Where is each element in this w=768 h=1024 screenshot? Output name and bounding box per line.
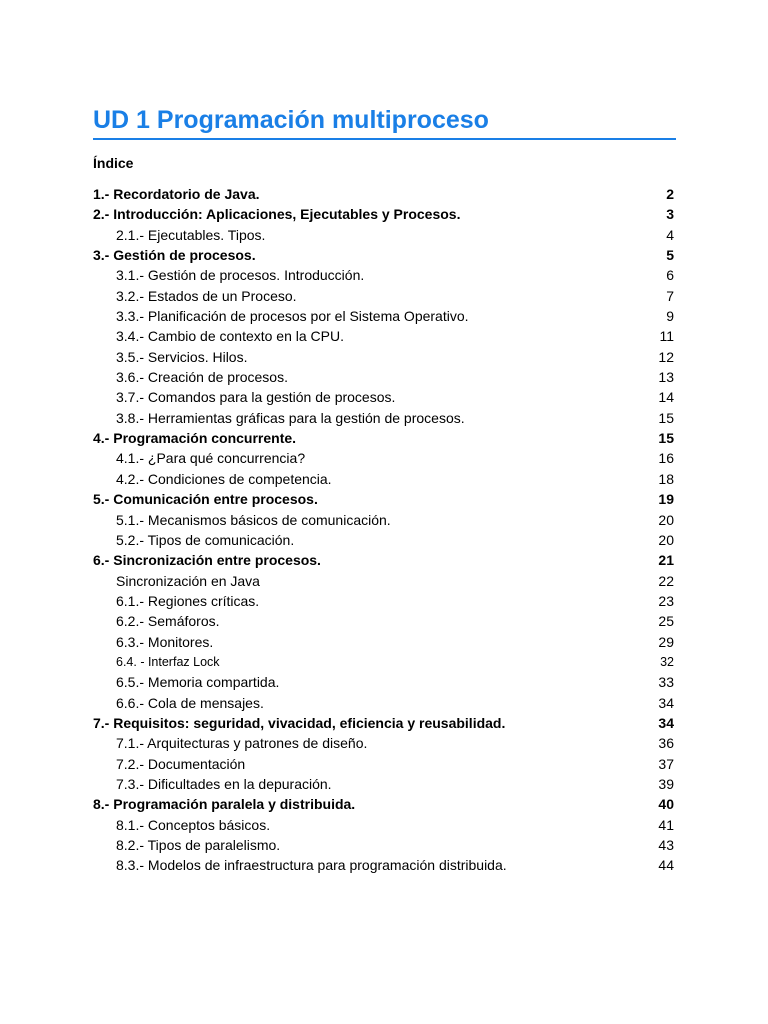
toc-entry-label: 7.- Requisitos: seguridad, vivacidad, eficiencia y reusabilidad. [93, 714, 506, 731]
document-title: UD 1 Programación multiproceso [93, 103, 676, 140]
toc-entry-label: 6.4. - Interfaz Lock [116, 654, 220, 669]
table-of-contents [93, 184, 676, 876]
toc-entry-page-number: 15 [658, 430, 674, 447]
toc-entry-label: 3.8.- Herramientas gráficas para la gestión de procesos. [116, 409, 465, 426]
toc-entry-label: 2.1.- Ejecutables. Tipos. [116, 226, 266, 243]
toc-subsection-entry[interactable] [93, 530, 676, 550]
toc-section-entry[interactable] [93, 713, 676, 733]
toc-subsection-entry[interactable] [93, 286, 676, 306]
toc-entry-page-number: 34 [658, 714, 674, 731]
toc-section-entry[interactable] [93, 184, 676, 204]
toc-entry-page-number: 14 [658, 389, 674, 406]
toc-entry-label: 2.- Introducción: Aplicaciones, Ejecutables y Procesos. [93, 206, 461, 223]
toc-section-entry[interactable] [93, 245, 676, 265]
toc-entry-label: 8.- Programación paralela y distribuida. [93, 796, 356, 813]
toc-entry-page-number: 44 [658, 857, 674, 874]
toc-subsection-entry[interactable] [93, 632, 676, 652]
toc-entry-label: 3.- Gestión de procesos. [93, 247, 256, 264]
toc-entry-page-number: 6 [666, 267, 674, 284]
toc-entry-label: 6.- Sincronización entre procesos. [93, 552, 321, 569]
toc-entry-page-number: 37 [658, 755, 674, 772]
toc-subsection-entry[interactable] [93, 367, 676, 387]
toc-section-entry[interactable] [93, 489, 676, 509]
toc-entry-label: 6.1.- Regiones críticas. [116, 592, 260, 609]
toc-entry-label: 6.5.- Memoria compartida. [116, 674, 280, 691]
toc-entry-label: 8.3.- Modelos de infraestructura para programación distribuida. [116, 857, 507, 874]
toc-entry-label: 3.1.- Gestión de procesos. Introducción. [116, 267, 365, 284]
toc-entry-label: 5.- Comunicación entre procesos. [93, 491, 318, 508]
toc-subsection-entry[interactable] [93, 387, 676, 407]
toc-subsection-entry[interactable] [93, 510, 676, 530]
toc-entry-label: 4.1.- ¿Para qué concurrencia? [116, 450, 306, 467]
toc-entry-page-number: 18 [658, 470, 674, 487]
toc-entry-page-number: 12 [658, 348, 674, 365]
toc-entry-label: 3.5.- Servicios. Hilos. [116, 348, 248, 365]
toc-entry-label: 3.3.- Planificación de procesos por el Sistema Operativo. [116, 308, 469, 325]
toc-entry-label: 6.6.- Cola de mensajes. [116, 694, 264, 711]
toc-subsection-entry[interactable] [93, 754, 676, 774]
toc-subsection-entry[interactable] [93, 265, 676, 285]
toc-entry-label: 7.1.- Arquitecturas y patrones de diseño. [116, 735, 368, 752]
toc-entry-page-number: 9 [666, 308, 674, 325]
toc-subsection-entry[interactable] [93, 672, 676, 692]
toc-subsection-entry[interactable] [93, 225, 676, 245]
toc-section-entry[interactable] [93, 204, 676, 224]
toc-subsection-entry[interactable] [93, 855, 676, 875]
toc-entry-page-number: 29 [658, 633, 674, 650]
toc-entry-page-number: 4 [666, 226, 674, 243]
toc-entry-page-number: 22 [658, 572, 674, 589]
toc-entry-page-number: 3 [666, 206, 674, 223]
toc-entry-page-number: 39 [658, 775, 674, 792]
toc-entry-label: 8.2.- Tipos de paralelismo. [116, 837, 281, 853]
toc-subsection-entry[interactable] [93, 611, 676, 631]
toc-entry-page-number: 15 [658, 409, 674, 426]
toc-subsection-entry[interactable] [93, 835, 676, 855]
toc-subsection-entry[interactable] [93, 571, 676, 591]
toc-entry-page-number: 41 [658, 816, 674, 833]
toc-subsection-entry[interactable] [93, 448, 676, 468]
toc-subsection-entry[interactable] [93, 326, 676, 346]
toc-entry-page-number: 21 [658, 552, 674, 569]
toc-entry-page-number: 13 [658, 369, 674, 386]
toc-entry-label: 5.2.- Tipos de comunicación. [116, 531, 295, 548]
toc-section-entry[interactable] [93, 794, 676, 814]
toc-entry-label: 5.1.- Mecanismos básicos de comunicación. [116, 511, 391, 528]
toc-entry-label: 7.2.- Documentación [116, 755, 246, 772]
toc-entry-label: 3.7.- Comandos para la gestión de procesos. [116, 389, 396, 406]
toc-entry-page-number: 19 [658, 491, 674, 508]
toc-entry-page-number: 40 [658, 796, 674, 813]
toc-section-entry[interactable] [93, 550, 676, 570]
toc-entry-label: 4.2.- Condiciones de competencia. [116, 470, 332, 487]
toc-section-entry[interactable] [93, 428, 676, 448]
toc-entry-label: 6.3.- Monitores. [116, 633, 214, 650]
toc-entry-label: 4.- Programación concurrente. [93, 430, 297, 447]
toc-entry-page-number: 25 [658, 613, 674, 630]
toc-entry-page-number: 33 [658, 674, 674, 691]
toc-entry-page-number: 23 [658, 592, 674, 609]
toc-subsection-entry[interactable] [93, 733, 676, 753]
toc-subsection-entry[interactable] [93, 652, 676, 672]
toc-entry-label: 3.4.- Cambio de contexto en la CPU. [116, 328, 345, 345]
toc-entry-page-number: 7 [666, 287, 674, 304]
toc-subsection-entry[interactable] [93, 591, 676, 611]
toc-entry-label: 3.2.- Estados de un Proceso. [116, 287, 297, 304]
toc-entry-page-number: 36 [658, 735, 674, 752]
toc-subsection-entry[interactable] [93, 774, 676, 794]
toc-entry-page-number: 34 [658, 694, 674, 711]
toc-entry-page-number: 16 [658, 450, 674, 467]
toc-entry-label: 6.2.- Semáforos. [116, 613, 220, 630]
toc-subsection-entry[interactable] [93, 815, 676, 835]
toc-subsection-entry[interactable] [93, 347, 676, 367]
toc-subsection-entry[interactable] [93, 469, 676, 489]
toc-entry-label: 3.6.- Creación de procesos. [116, 369, 288, 386]
toc-subsection-entry[interactable] [93, 306, 676, 326]
toc-entry-page-number: 32 [660, 654, 674, 669]
toc-entry-label: 7.3.- Dificultades en la depuración. [116, 775, 332, 792]
toc-entry-page-number: 11 [659, 328, 674, 345]
toc-entry-page-number: 43 [658, 837, 674, 853]
toc-entry-label: Sincronización en Java [116, 572, 260, 589]
index-heading: Índice [93, 155, 134, 171]
toc-entry-label: 8.1.- Conceptos básicos. [116, 816, 271, 833]
toc-entry-page-number: 20 [658, 531, 674, 548]
toc-entry-page-number: 20 [658, 511, 674, 528]
toc-entry-page-number: 2 [666, 186, 674, 202]
toc-entry-page-number: 5 [666, 247, 674, 264]
toc-entry-label: 1.- Recordatorio de Java. [93, 186, 260, 202]
toc-subsection-entry[interactable] [93, 693, 676, 713]
toc-subsection-entry[interactable] [93, 408, 676, 428]
